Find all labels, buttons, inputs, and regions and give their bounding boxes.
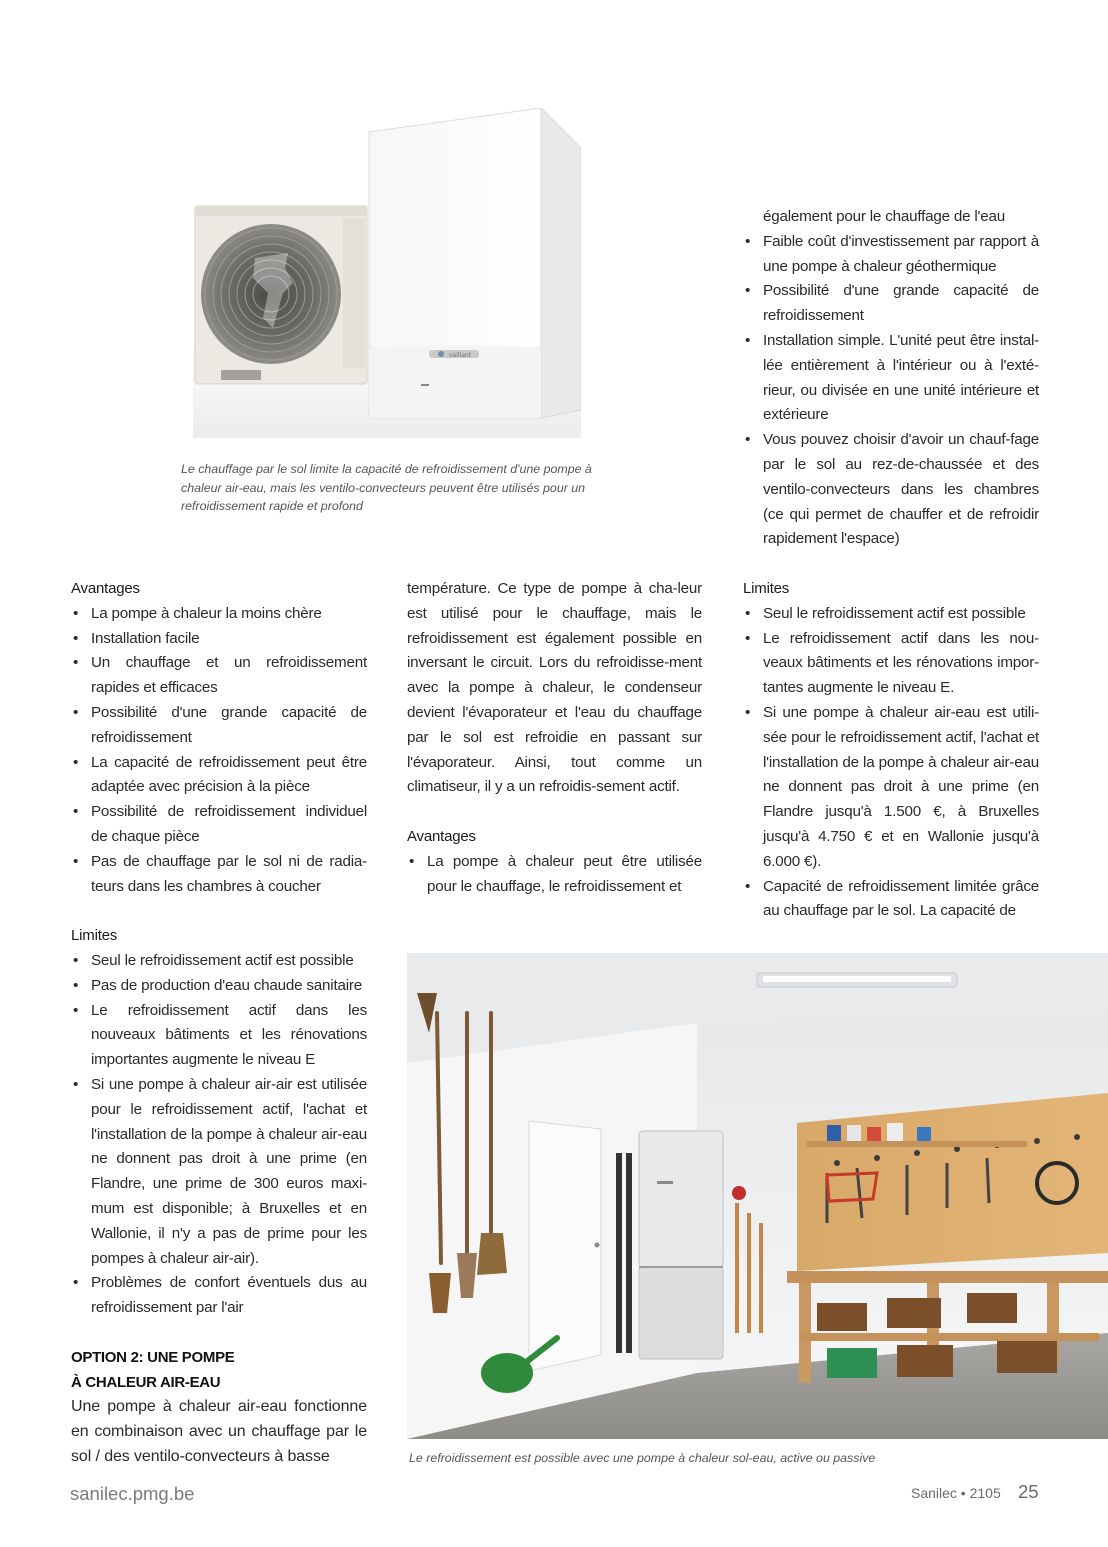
avantages-heading: Avantages xyxy=(407,827,476,845)
list-item: • Possibilité de refroidissement individuel de chaque pièce xyxy=(71,800,367,850)
list-item: • Possibilité d'une grande capacité de refroidissement xyxy=(743,279,1039,329)
list-item: • Seul le refroidissement actif est possible xyxy=(743,602,1039,627)
page-number: 25 xyxy=(1018,1481,1039,1502)
column-3 xyxy=(743,577,1039,924)
garage-heat-pump-photo xyxy=(407,953,1108,1439)
option-2-heading xyxy=(71,1346,367,1396)
avantages-list xyxy=(407,850,702,900)
list-item: • Le refroidissement actif dans les nou-veaux bâtiments et les rénovations impor-tantes augmente le niveau E. xyxy=(743,627,1039,701)
list-item: • Un chauffage et un refroidissement rapides et efficaces xyxy=(71,651,367,701)
list-item: • La pompe à chaleur peut être utilisée pour le chauffage, le refroidissement et xyxy=(407,850,702,900)
option-heading-line: OPTION 2: UNE POMPE xyxy=(71,1348,235,1366)
list-item: • Pas de production d'eau chaude sanitaire xyxy=(71,974,367,999)
list-item: • Installation facile xyxy=(71,627,367,652)
list-item: • Faible coût d'investissement par rapport à une pompe à chaleur géothermique xyxy=(743,230,1039,280)
option-heading-line: À CHALEUR AIR-EAU xyxy=(71,1373,221,1391)
right-top-text-block xyxy=(743,205,1039,552)
continuation-text: également pour le chauffage de l'eau xyxy=(763,208,1005,225)
list-item: • Si une pompe à chaleur air-air est utilisée pour le refroidissement actif, l'achat et l'installation de la pompe à chaleur air-eau ne donnent pas droit à une prime (en Flandre, une prime de 300 euros maxi-mum est disponible; à Bruxelles et en Wallonie, il n'y a pas de prime pour les pompes à chaleur air-air). xyxy=(71,1073,367,1271)
column-2 xyxy=(407,577,702,899)
option-2-paragraph: Une pompe à chaleur air-eau fonctionne en combinaison avec un chauffage par le sol / des ventilo-convecteurs à basse xyxy=(71,1398,367,1465)
list-item: • Possibilité d'une grande capacité de refroidissement xyxy=(71,701,367,751)
bottom-image-caption: Le refroidissement est possible avec une pompe à chaleur sol-eau, active ou passive xyxy=(409,1451,876,1465)
list-item: • Capacité de refroidissement limitée grâce au chauffage par le sol. La capacité de xyxy=(743,875,1039,925)
list-item: • Installation simple. L'unité peut être instal-lée entièrement à l'intérieur ou à l'exté-rieur, ou divisée en une unité intérieure et extérieure xyxy=(743,329,1039,428)
limites-heading: Limites xyxy=(743,580,790,597)
list-item: • Seul le refroidissement actif est possible xyxy=(71,949,367,974)
right-top-list xyxy=(743,230,1039,552)
list-item: • Le refroidissement actif dans les nouveaux bâtiments et les rénovations importantes augmente le niveau E xyxy=(71,999,367,1073)
list-item: • Pas de chauffage par le sol ni de radia-teurs dans les chambres à coucher xyxy=(71,850,367,900)
avantages-list xyxy=(71,602,367,900)
list-item: • Si une pompe à chaleur air-eau est utili-sée pour le refroidissement actif, l'achat et l'installation de la pompe à chaleur air-eau ne donnent pas droit à une prime (en Flandre jusqu'à 1.500 €, à Bruxelles jusqu'à 4.750 € et en Wallonie jusqu'à 6.000 €). xyxy=(743,701,1039,875)
list-item: • La pompe à chaleur la moins chère xyxy=(71,602,367,627)
column-1 xyxy=(71,577,367,1470)
magazine-issue: Sanilec • 2105 xyxy=(911,1485,1001,1501)
limites-list xyxy=(71,949,367,1321)
body-paragraph: température. Ce type de pompe à cha-leur est utilisé pour le chauffage, mais le refroidissement est également possible en inversant le circuit. Lors du refroidisse-ment avec la pompe à chaleur, le condenseur devient l'évaporateur et l'eau du chauffage par le sol est refroidie en passant sur l'évaporateur. Ainsi, tout comme un climatiseur, il y a un refroidis-sement actif. xyxy=(407,580,702,796)
brand-logo-text: vaillant xyxy=(449,352,472,359)
avantages-heading: Avantages xyxy=(71,580,140,597)
list-item: • La capacité de refroidissement peut être adaptée avec précision à la pièce xyxy=(71,751,367,801)
list-item: • Vous pouvez choisir d'avoir un chauf-fage par le sol au rez-de-chaussée et des ventilo-convecteurs dans les chambres (ce qui permet de chauffer et de refroidir rapidement l'espace) xyxy=(743,428,1039,552)
heat-pump-product-image xyxy=(193,108,581,438)
limites-heading: Limites xyxy=(71,927,118,945)
website-link[interactable]: sanilec.pmg.be xyxy=(70,1483,195,1504)
list-item: • Problèmes de confort éventuels dus au refroidissement par l'air xyxy=(71,1271,367,1321)
top-image-caption: Le chauffage par le sol limite la capacité de refroidissement d'une pompe à chaleur air-eau, mais les ventilo-convecteurs peuvent être utilisés pour un refroidissement rapide et profond xyxy=(181,462,592,513)
limites-list xyxy=(743,602,1039,924)
